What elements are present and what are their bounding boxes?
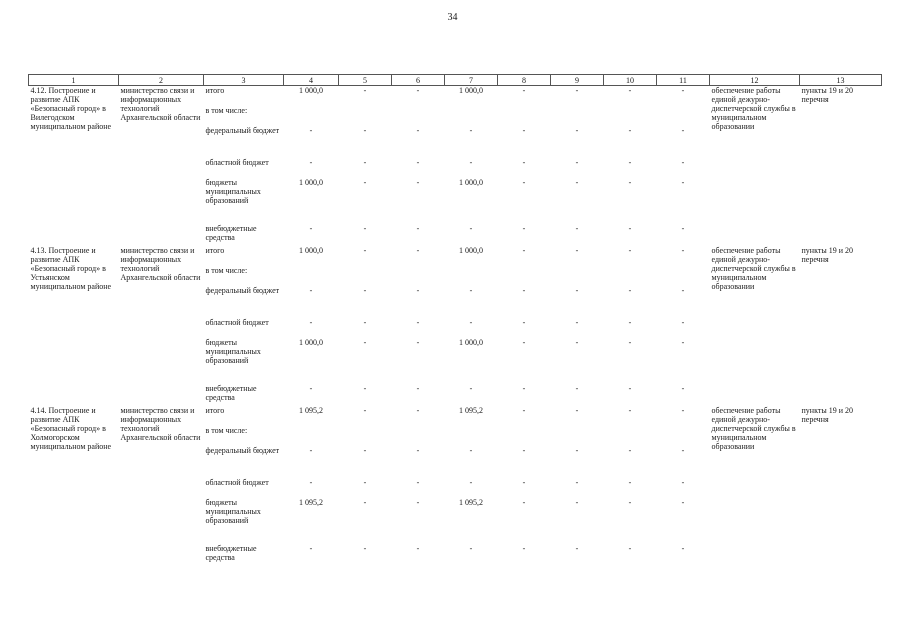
amount-cell: 1 000,0 — [459, 177, 483, 187]
amount-cell: - — [681, 405, 685, 415]
amount-cell: - — [522, 245, 526, 255]
column-number-header: 3 — [204, 75, 284, 86]
amount-cell: 1 000,0 — [299, 177, 323, 187]
amount-cell: - — [575, 405, 579, 415]
amount-cell — [284, 266, 339, 286]
funding-source-cell: областной бюджет — [205, 477, 269, 487]
amount-cell: - — [628, 337, 632, 347]
amount-cell: - — [628, 245, 632, 255]
amount-cell: - — [416, 497, 420, 507]
amount-cell: - — [309, 383, 313, 393]
amount-cell: - — [575, 477, 579, 487]
activity-name-cell: 4.12. Построение и развитие АПК «Безопасный город» в Вилегодском муниципальном районе — [30, 86, 112, 131]
amount-cell: - — [575, 285, 579, 295]
amount-cell: - — [681, 177, 685, 187]
amount-cell: - — [628, 317, 632, 327]
amount-cell: - — [416, 223, 420, 233]
amount-cell: 1 000,0 — [299, 86, 323, 95]
amount-cell: - — [575, 86, 579, 95]
amount-cell: - — [575, 445, 579, 455]
amount-cell: - — [363, 477, 367, 487]
amount-cell: 1 095,2 — [299, 497, 323, 507]
amount-cell: - — [522, 543, 526, 553]
table-body — [29, 86, 882, 566]
amount-cell: - — [363, 223, 367, 233]
amount-cell: - — [628, 477, 632, 487]
funding-source-cell: бюджеты муниципальных образований — [205, 177, 261, 205]
amount-cell — [392, 106, 445, 126]
amount-cell: - — [522, 383, 526, 393]
amount-cell: - — [628, 543, 632, 553]
amount-cell: - — [469, 157, 473, 167]
amount-cell: - — [469, 445, 473, 455]
amount-cell: - — [522, 157, 526, 167]
amount-cell — [445, 106, 498, 126]
amount-cell: - — [681, 445, 685, 455]
amount-cell: - — [522, 317, 526, 327]
amount-cell: - — [416, 543, 420, 553]
amount-cell: - — [522, 477, 526, 487]
amount-cell: - — [309, 223, 313, 233]
funding-source-cell: бюджеты муниципальных образований — [205, 337, 261, 365]
amount-cell: - — [469, 223, 473, 233]
funding-source-cell: внебюджетные средства — [205, 543, 257, 562]
column-number-header: 5 — [339, 75, 392, 86]
amount-cell: - — [522, 177, 526, 187]
amount-cell: - — [522, 125, 526, 135]
amount-cell: - — [575, 543, 579, 553]
funding-source-cell: в том числе: — [205, 105, 248, 115]
amount-cell — [284, 426, 339, 446]
column-number-header: 7 — [445, 75, 498, 86]
funding-source-cell: итого — [205, 245, 225, 255]
amount-cell: - — [628, 86, 632, 95]
amount-cell: - — [416, 445, 420, 455]
amount-cell: - — [575, 497, 579, 507]
amount-cell: - — [628, 285, 632, 295]
amount-cell: - — [628, 405, 632, 415]
amount-cell: - — [681, 245, 685, 255]
amount-cell: - — [681, 317, 685, 327]
amount-cell: - — [416, 285, 420, 295]
funding-source-cell: федеральный бюджет — [205, 125, 280, 135]
amount-cell: - — [363, 405, 367, 415]
amount-cell: - — [575, 125, 579, 135]
amount-cell — [392, 426, 445, 446]
amount-cell: - — [628, 125, 632, 135]
column-number-header-row — [29, 75, 882, 86]
funding-source-cell: областной бюджет — [205, 157, 269, 167]
amount-cell: - — [522, 337, 526, 347]
funding-source-cell: внебюджетные средства — [205, 223, 257, 242]
amount-cell: - — [522, 445, 526, 455]
amount-cell: - — [681, 285, 685, 295]
amount-cell: - — [522, 223, 526, 233]
amount-cell — [604, 426, 657, 446]
amount-cell: - — [575, 317, 579, 327]
amount-cell — [657, 426, 710, 446]
amount-cell — [392, 266, 445, 286]
amount-cell: - — [363, 543, 367, 553]
table-row — [29, 86, 882, 106]
amount-cell: - — [681, 86, 685, 95]
funding-source-cell: итого — [205, 86, 225, 95]
amount-cell: - — [628, 223, 632, 233]
amount-cell — [498, 426, 551, 446]
amount-cell: - — [575, 383, 579, 393]
amount-cell — [604, 266, 657, 286]
funding-source-cell: федеральный бюджет — [205, 285, 280, 295]
amount-cell: - — [575, 337, 579, 347]
amount-cell: - — [309, 285, 313, 295]
amount-cell: - — [469, 383, 473, 393]
amount-cell: - — [522, 285, 526, 295]
activity-name-cell: 4.13. Построение и развитие АПК «Безопасный город» в Устьянском муниципальном районе — [30, 245, 112, 291]
amount-cell: - — [469, 477, 473, 487]
amount-cell — [339, 426, 392, 446]
table-row — [29, 406, 882, 426]
amount-cell: - — [363, 245, 367, 255]
funding-source-cell: областной бюджет — [205, 317, 269, 327]
indicator-reference-cell: пункты 19 и 20 перечня — [801, 86, 853, 104]
expected-result-cell: обеспечение работы единой дежурно- диспетчерской службы в муниципальном образовании — [711, 405, 796, 451]
amount-cell — [657, 106, 710, 126]
amount-cell: - — [416, 177, 420, 187]
amount-cell: - — [522, 405, 526, 415]
amount-cell: - — [363, 383, 367, 393]
amount-cell: - — [469, 317, 473, 327]
amount-cell — [498, 106, 551, 126]
expected-result-cell: обеспечение работы единой дежурно- диспетчерской службы в муниципальном образовании — [711, 245, 796, 291]
amount-cell: - — [416, 477, 420, 487]
amount-cell: - — [681, 337, 685, 347]
amount-cell: 1 000,0 — [459, 337, 483, 347]
amount-cell — [284, 106, 339, 126]
amount-cell: - — [469, 285, 473, 295]
amount-cell: - — [681, 157, 685, 167]
amount-cell: - — [416, 337, 420, 347]
amount-cell: - — [363, 285, 367, 295]
amount-cell: - — [522, 86, 526, 95]
amount-cell: - — [309, 543, 313, 553]
amount-cell: - — [681, 383, 685, 393]
funding-source-cell: бюджеты муниципальных образований — [205, 497, 261, 525]
amount-cell: - — [363, 125, 367, 135]
column-number-header: 8 — [498, 75, 551, 86]
amount-cell — [498, 266, 551, 286]
indicator-reference-cell: пункты 19 и 20 перечня — [801, 405, 853, 424]
amount-cell: - — [416, 405, 420, 415]
amount-cell — [551, 106, 604, 126]
activity-name-cell: 4.14. Построение и развитие АПК «Безопасный город» в Холмогорском муниципальном районе — [30, 405, 112, 451]
amount-cell: - — [363, 157, 367, 167]
amount-cell: - — [575, 157, 579, 167]
amount-cell: - — [363, 337, 367, 347]
amount-cell: - — [363, 177, 367, 187]
amount-cell: - — [363, 86, 367, 95]
amount-cell: - — [628, 497, 632, 507]
amount-cell: - — [628, 177, 632, 187]
amount-cell: - — [416, 125, 420, 135]
column-number-header: 12 — [710, 75, 800, 86]
amount-cell: - — [575, 223, 579, 233]
table-row — [29, 246, 882, 266]
amount-cell — [445, 426, 498, 446]
amount-cell — [657, 266, 710, 286]
amount-cell: - — [309, 477, 313, 487]
amount-cell: - — [309, 317, 313, 327]
amount-cell — [339, 106, 392, 126]
amount-cell: - — [681, 543, 685, 553]
amount-cell — [604, 106, 657, 126]
responsible-executor-cell: министерство связи и информационных технологий Архангельской области — [120, 405, 201, 442]
amount-cell: - — [681, 477, 685, 487]
amount-cell: - — [628, 383, 632, 393]
amount-cell: 1 095,2 — [459, 405, 483, 415]
amount-cell: - — [575, 245, 579, 255]
amount-cell: - — [628, 445, 632, 455]
amount-cell — [551, 266, 604, 286]
amount-cell: - — [628, 157, 632, 167]
amount-cell: - — [575, 177, 579, 187]
column-number-header: 6 — [392, 75, 445, 86]
amount-cell: - — [522, 497, 526, 507]
amount-cell: - — [363, 445, 367, 455]
responsible-executor-cell: министерство связи и информационных технологий Архангельской области — [120, 86, 201, 122]
amount-cell: - — [469, 543, 473, 553]
column-number-header: 2 — [119, 75, 204, 86]
amount-cell: - — [469, 125, 473, 135]
responsible-executor-cell: министерство связи и информационных технологий Архангельской области — [120, 245, 201, 282]
amount-cell: - — [416, 383, 420, 393]
expected-result-cell: обеспечение работы единой дежурно- диспетчерской службы в муниципальном образовании — [711, 86, 796, 131]
indicator-reference-cell: пункты 19 и 20 перечня — [801, 245, 853, 264]
column-number-header: 10 — [604, 75, 657, 86]
amount-cell: - — [416, 157, 420, 167]
amount-cell: 1 000,0 — [299, 245, 323, 255]
amount-cell: 1 000,0 — [299, 337, 323, 347]
amount-cell: - — [416, 245, 420, 255]
amount-cell: - — [681, 125, 685, 135]
budget-table — [28, 74, 882, 566]
column-number-header: 13 — [800, 75, 882, 86]
amount-cell: - — [309, 157, 313, 167]
amount-cell — [339, 266, 392, 286]
amount-cell: - — [363, 497, 367, 507]
amount-cell — [445, 266, 498, 286]
amount-cell: - — [309, 445, 313, 455]
amount-cell: 1 095,2 — [299, 405, 323, 415]
amount-cell: - — [681, 497, 685, 507]
amount-cell: 1 095,2 — [459, 497, 483, 507]
column-number-header: 11 — [657, 75, 710, 86]
funding-source-cell: в том числе: — [205, 265, 248, 275]
funding-source-cell: в том числе: — [205, 425, 248, 435]
amount-cell: - — [416, 86, 420, 95]
column-number-header: 1 — [29, 75, 119, 86]
column-number-header: 4 — [284, 75, 339, 86]
amount-cell: - — [416, 317, 420, 327]
amount-cell: - — [309, 125, 313, 135]
amount-cell: 1 000,0 — [459, 245, 483, 255]
funding-source-cell: федеральный бюджет — [205, 445, 280, 455]
amount-cell: - — [363, 317, 367, 327]
amount-cell: 1 000,0 — [459, 86, 483, 95]
amount-cell — [551, 426, 604, 446]
amount-cell: - — [681, 223, 685, 233]
funding-source-cell: внебюджетные средства — [205, 383, 257, 402]
funding-source-cell: итого — [205, 405, 225, 415]
column-number-header: 9 — [551, 75, 604, 86]
page-number: 34 — [447, 12, 458, 23]
